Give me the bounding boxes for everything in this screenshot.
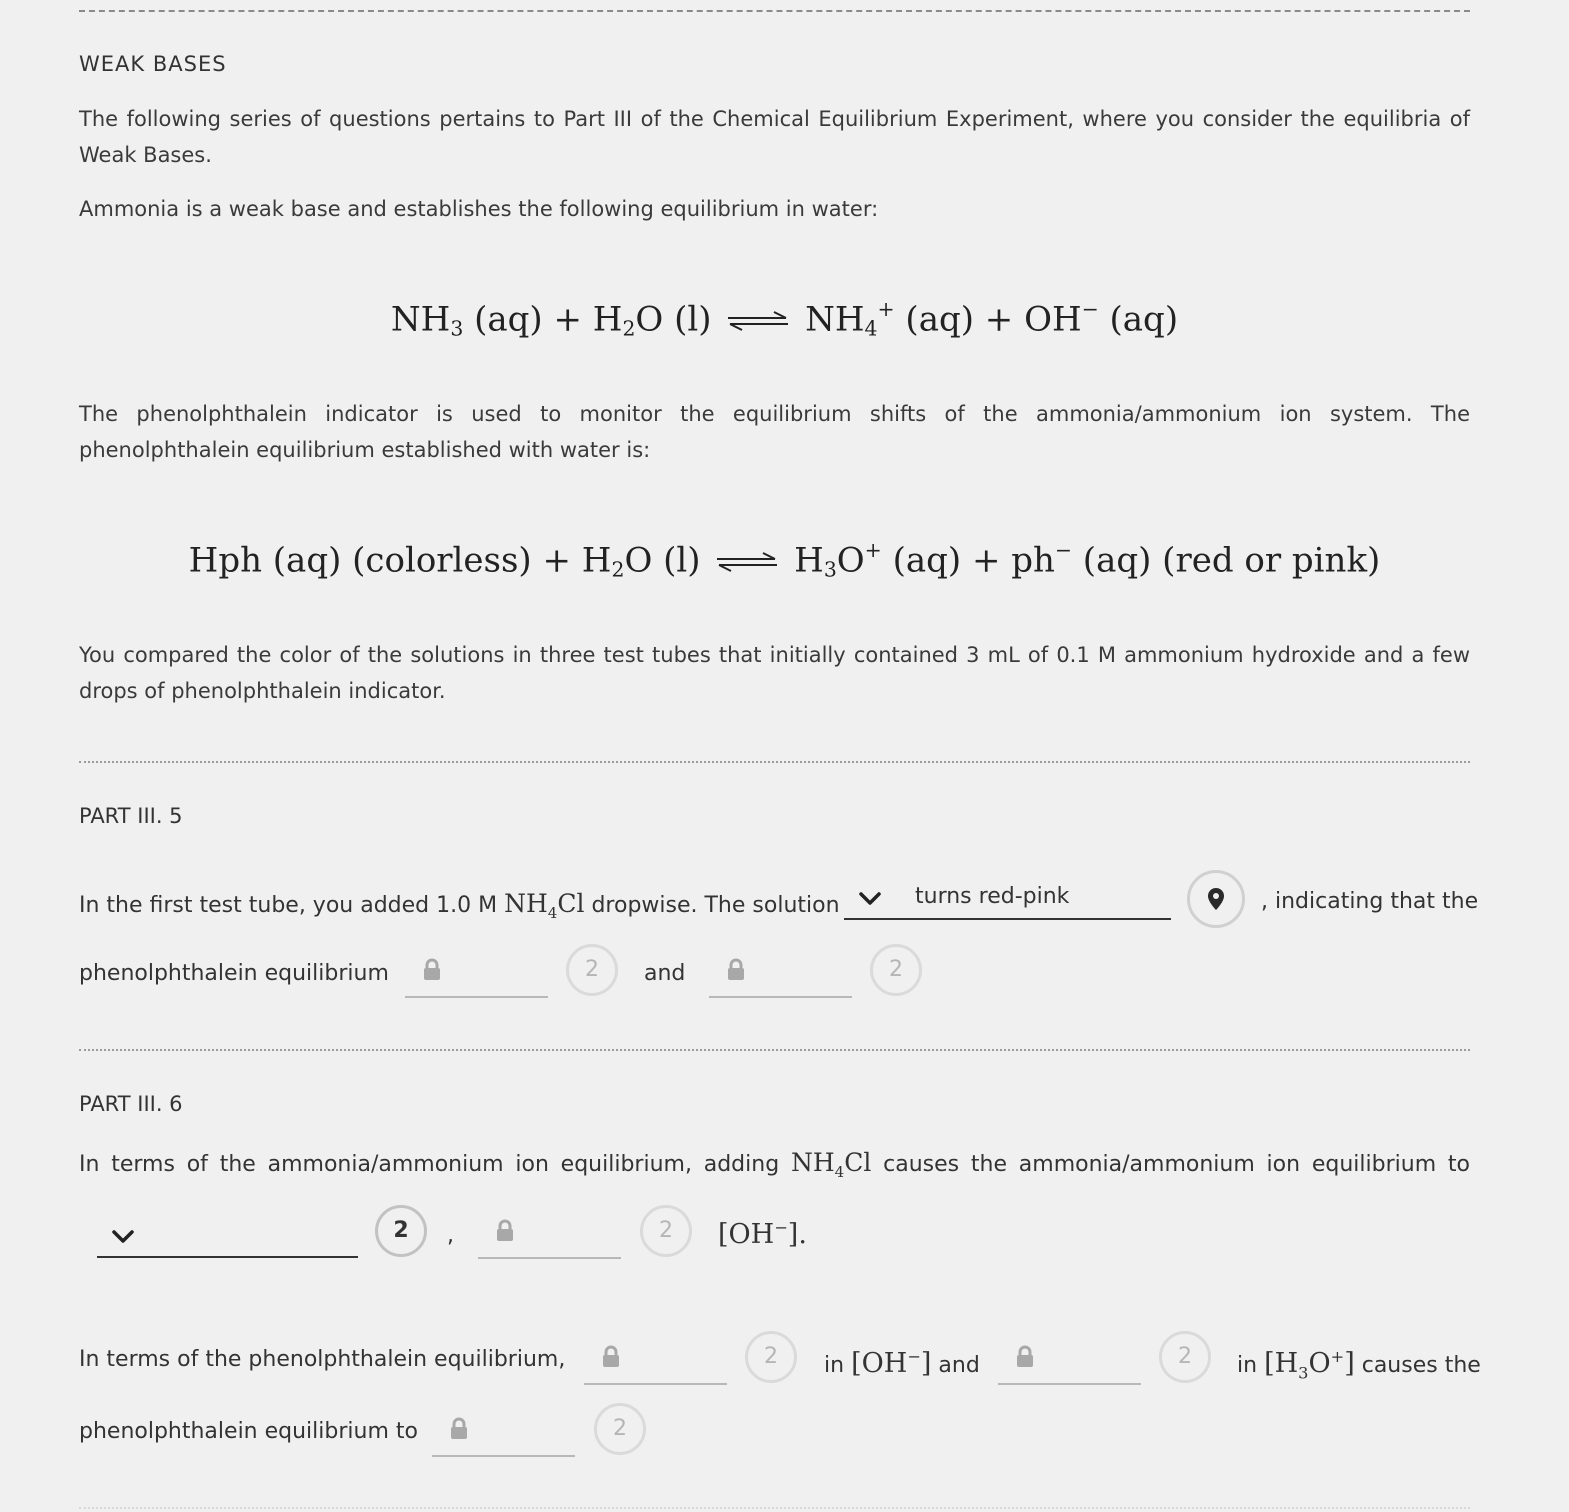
part5-question-text-2: phenolphthalein equilibrium bbox=[79, 961, 389, 986]
part6-question-text: In terms of the ammonia/ammonium ion equilibrium, adding $NH_4Cl$ causes the ammonia/ammonium ion equilibrium to bbox=[79, 1148, 1471, 1181]
locked-answer-field bbox=[478, 1217, 621, 1259]
part6-question2-text-2: phenolphthalein equilibrium to bbox=[79, 1419, 418, 1444]
comma-text: , bbox=[447, 1223, 454, 1248]
lock-icon bbox=[422, 958, 442, 982]
nh4cl-formula: $NH_4Cl$ bbox=[790, 1148, 872, 1181]
section-title: WEAK BASES bbox=[79, 52, 227, 76]
lock-icon bbox=[1015, 1345, 1035, 1369]
chevron-down-icon bbox=[111, 1224, 135, 1248]
section-divider bbox=[79, 1507, 1470, 1509]
locked-answer-field bbox=[584, 1343, 727, 1385]
part5-question-text: In the first test tube, you added 1.0 M $NH_4Cl$ dropwise. The solution bbox=[79, 889, 840, 922]
hydroxide-concentration-formula: [OH−]. bbox=[718, 1218, 807, 1250]
section-divider bbox=[79, 1049, 1470, 1051]
part6-title: PART III. 6 bbox=[79, 1092, 183, 1116]
section-divider bbox=[79, 761, 1470, 763]
intro-paragraph: The following series of questions pertains to Part III of the Chemical Equilibrium Experiment, where you consider the equilibria of Weak Bases. bbox=[79, 107, 1470, 167]
in-h3o-causes-text: in $[H_3O^+]$ causes the bbox=[1237, 1347, 1481, 1383]
locked-answer-field bbox=[432, 1415, 575, 1457]
compare-paragraph: You compared the color of the solutions in three test tubes that initially contained 3 mL of 0.1 M ammonium hydroxide and a few drops of phenolphthalein indicator. bbox=[79, 643, 1470, 703]
part6-question2-text: In terms of the phenolphthalein equilibrium, bbox=[79, 1347, 566, 1372]
color-change-dropdown[interactable] bbox=[844, 882, 1171, 920]
indicator-paragraph: The phenolphthalein indicator is used to monitor the equilibrium shifts of the ammonia/ammonium ion system. The phenolphthalein equilibrium established with water is: bbox=[79, 402, 1470, 462]
nh4cl-formula: $NH_4Cl$ bbox=[504, 889, 585, 922]
lock-icon bbox=[726, 958, 746, 982]
attempts-badge: 2 bbox=[375, 1205, 427, 1257]
ammonia-equilibrium-equation: $NH_3$ $(aq) + H_2O$ (l) $NH_4^+$ (aq) + OH− (aq) bbox=[390, 297, 1179, 341]
attempts-badge: 2 bbox=[1159, 1331, 1211, 1383]
attempts-badge: 2 bbox=[640, 1205, 692, 1257]
locked-answer-field bbox=[709, 956, 852, 998]
attempts-badge: 2 bbox=[594, 1403, 646, 1455]
part5-title: PART III. 5 bbox=[79, 804, 183, 828]
and-text: and bbox=[644, 961, 686, 986]
locked-answer-field bbox=[998, 1343, 1141, 1385]
hydroxide-concentration-formula: [OH−] bbox=[851, 1347, 932, 1379]
ammonia-paragraph: Ammonia is a weak base and establishes the following equilibrium in water: bbox=[79, 197, 879, 221]
lock-icon bbox=[449, 1417, 469, 1441]
attempts-badge: 2 bbox=[745, 1331, 797, 1383]
lock-icon bbox=[601, 1345, 621, 1369]
lock-icon bbox=[495, 1219, 515, 1243]
attempts-badge: 2 bbox=[566, 944, 618, 996]
top-dashed-divider bbox=[79, 10, 1470, 12]
equilibrium-arrow-icon bbox=[726, 310, 790, 332]
answer-location-badge[interactable] bbox=[1187, 870, 1245, 928]
chevron-down-icon bbox=[858, 886, 882, 910]
in-oh-text: in [OH−] and bbox=[824, 1347, 980, 1379]
map-pin-icon bbox=[1207, 887, 1225, 911]
part5-question-text-end: , indicating that the bbox=[1261, 889, 1479, 914]
attempts-badge: 2 bbox=[870, 944, 922, 996]
equilibrium-arrow-icon bbox=[715, 551, 779, 573]
locked-answer-field bbox=[405, 956, 548, 998]
dropdown-selected-value: turns red-pink bbox=[915, 884, 1070, 909]
equilibrium-shift-dropdown[interactable] bbox=[97, 1220, 358, 1258]
phenolphthalein-equilibrium-equation: Hph (aq) (colorless) + $H_2O$ (l) $H_3O^+$ (aq) + ph− (aq) (red or pink) bbox=[188, 538, 1381, 582]
hydronium-concentration-formula: $[H_3O^+]$ bbox=[1264, 1347, 1355, 1383]
